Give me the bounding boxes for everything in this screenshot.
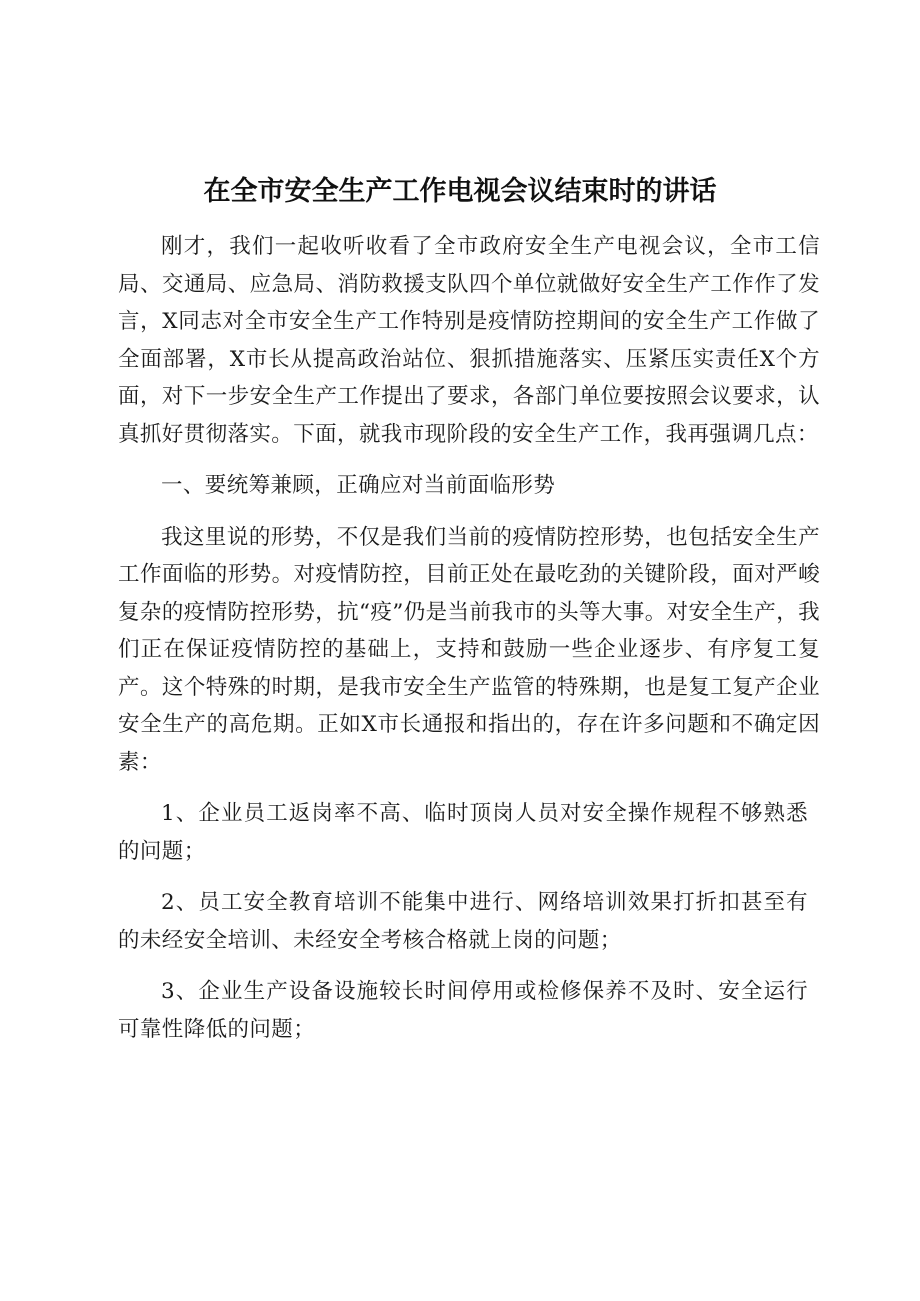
list-item-2: 2、员工安全教育培训不能集中进行、网络培训效果打折扣甚至有的未经安全培训、未经安全考核合格就上岗的问题；	[118, 890, 808, 953]
list-item-3: 3、企业生产设备设施较长时间停用或检修保养不及时、安全运行可靠性降低的问题；	[118, 979, 808, 1042]
section-heading-1: 一、要统筹兼顾，正确应对当前面临形势	[161, 473, 556, 498]
intro-paragraph: 刚才，我们一起收听收看了全市政府安全生产电视会议，全市工信局、交通局、应急局、消防救援支队四个单位就做好安全生产工作作了发言，X同志对全市安全生产工作特别是疫情防控期间的安全生产工作做了全面部署，X市长从提高政治站位、狠抓措施落实、压紧压实责任X个方面，对下一步安全生产工作提出了要求，各部门单位要按照会议要求，认真抓好贯彻落实。下面，就我市现阶段的安全生产工作，我再强调几点：	[118, 234, 820, 447]
document-title: 在全市安全生产工作电视会议结束时的讲话	[203, 176, 717, 207]
document-body	[118, 228, 820, 1048]
list-item-1: 1、企业员工返岗率不高、临时顶岗人员对安全操作规程不够熟悉的问题；	[118, 801, 808, 864]
situation-paragraph: 我这里说的形势，不仅是我们当前的疫情防控形势，也包括安全生产工作面临的形势。对疫情防控，目前正处在最吃劲的关键阶段，面对严峻复杂的疫情防控形势，抗“疫”仍是当前我市的头等大事。对安全生产，我们正在保证疫情防控的基础上，支持和鼓励一些企业逐步、有序复工复产。这个特殊的时期，是我市安全生产监管的特殊期，也是复工复产企业安全生产的高危期。正如X市长通报和指出的，存在许多问题和不确定因素：	[118, 524, 820, 775]
